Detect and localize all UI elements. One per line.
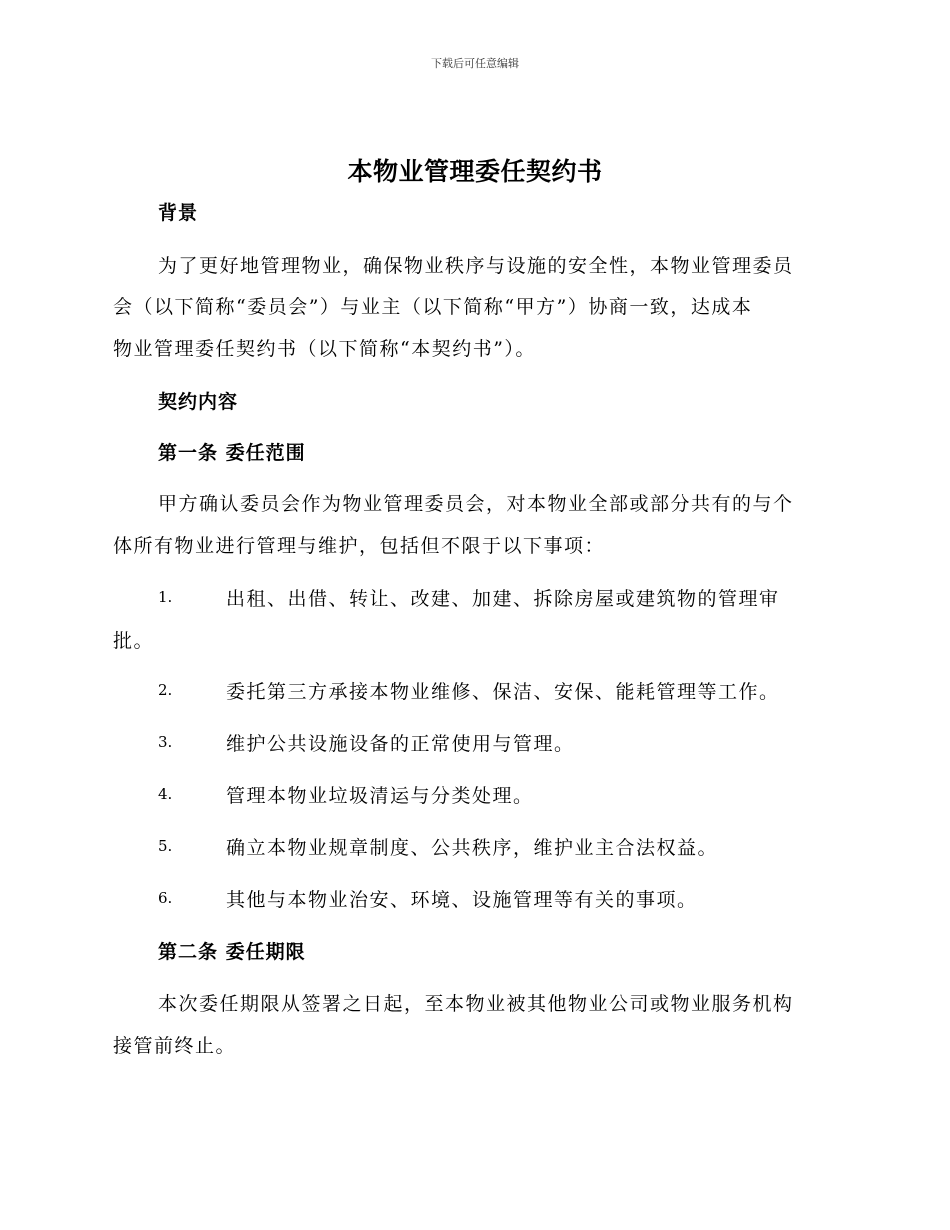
- list-text-continued: 批。: [113, 630, 155, 652]
- paragraph-line: 甲方确认委员会作为物业管理委员会，对本物业全部或部分共有的与个: [158, 493, 794, 515]
- paragraph-line: 为了更好地管理物业，确保物业秩序与设施的安全性，本物业管理委员: [158, 255, 794, 277]
- heading-article-2: 第二条 委任期限: [158, 941, 306, 963]
- heading-background: 背景: [158, 202, 199, 224]
- paragraph-line: 体所有物业进行管理与维护，包括但不限于以下事项：: [113, 535, 606, 557]
- list-number: 6.: [158, 889, 173, 907]
- paragraph-line: 接管前终止。: [113, 1035, 237, 1057]
- list-number: 3.: [158, 733, 173, 751]
- heading-article-1: 第一条 委任范围: [158, 442, 306, 464]
- list-text: 确立本物业规章制度、公共秩序，维护业主合法权益。: [226, 837, 719, 859]
- document-title: 本物业管理委任契约书: [347, 157, 603, 186]
- heading-contract-content: 契约内容: [158, 391, 239, 413]
- list-text: 维护公共设施设备的正常使用与管理。: [226, 733, 575, 755]
- paragraph-line: 会（以下简称“委员会”）与业主（以下简称“甲方”）协商一致，达成本: [113, 296, 753, 318]
- list-number: 2.: [158, 681, 173, 699]
- list-number: 5.: [158, 837, 173, 855]
- paragraph-line: 物业管理委任契约书（以下简称“本契约书”）。: [113, 338, 536, 360]
- list-number: 4.: [158, 785, 173, 803]
- paragraph-line: 本次委任期限从签署之日起，至本物业被其他物业公司或物业服务机构: [158, 993, 794, 1015]
- list-text: 委托第三方承接本物业维修、保洁、安保、能耗管理等工作。: [226, 681, 780, 703]
- list-text: 管理本物业垃圾清运与分类处理。: [226, 785, 534, 807]
- list-number: 1.: [158, 588, 173, 606]
- header-note: 下载后可任意编辑: [431, 57, 519, 70]
- list-text: 其他与本物业治安、环境、设施管理等有关的事项。: [226, 889, 698, 911]
- list-text: 出租、出借、转让、改建、加建、拆除房屋或建筑物的管理审: [226, 588, 780, 610]
